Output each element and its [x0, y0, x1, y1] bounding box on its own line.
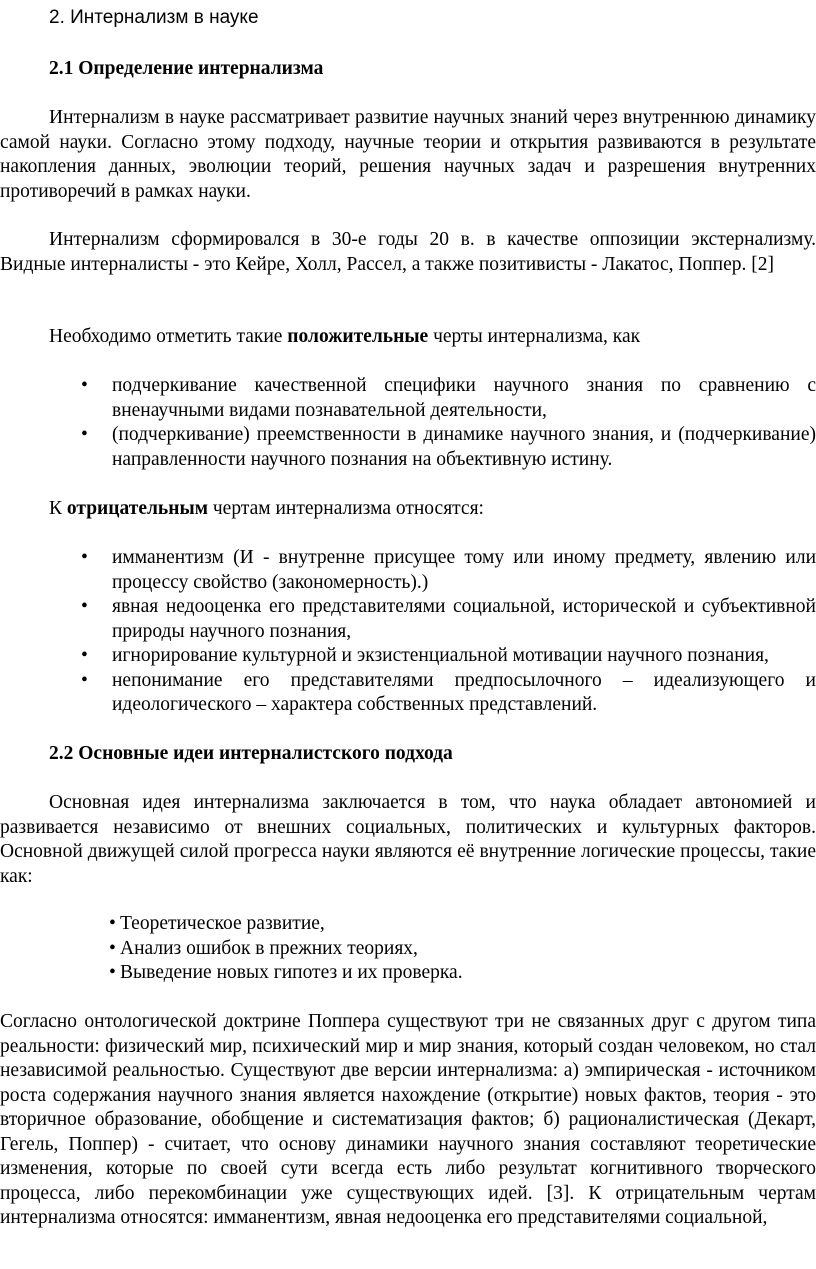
bullet-icon: • — [109, 962, 116, 983]
list-item: • Выведение новых гипотез и их проверка. — [0, 961, 463, 986]
section-1-paragraph-1: Интернализм в науке рассматривает развитие научных знаний через внутреннюю динамику самой науки. Согласно этому подходу, научные теории и открытия развиваются в результате накопления данных, эволюции теорий, решения научных задач и разрешения внутренних противоречий в рамках науки. — [0, 107, 816, 202]
section-2-heading: 2.2 Основные идеи интерналистского подхода — [49, 743, 453, 764]
section-1-paragraph-2: Интернализм сформировался в 30-е годы 20 в. в качестве оппозиции экстернализму. Видные интерналисты - это Кейре, Холл, Рассел, а также позитивисты - Лакатос, Поппер. [2] — [0, 229, 816, 275]
list-item: • Анализ ошибок в прежних теориях, — [0, 937, 463, 962]
negative-traits-intro — [49, 497, 484, 522]
logic-processes-list — [0, 912, 463, 986]
positive-intro-bold: положительные — [287, 326, 429, 347]
list-item: • подчеркивание качественной специфики научного знания по сравнению с вненаучными видами познавательной деятельности, — [81, 375, 816, 421]
positive-traits-list — [0, 374, 816, 472]
list-item: • (подчеркивание) преемственности в динамике научного знания, и (подчеркивание) направленности научного познания на объективную истину. — [81, 424, 816, 470]
positive-traits-intro — [49, 325, 640, 350]
bullet-icon: • — [109, 913, 116, 934]
list-item: • Теоретическое развитие, — [0, 912, 463, 937]
list-item: • непонимание его представителями предпосылочного – идеализующего и идеологического – характера собственных представлений. — [81, 669, 816, 715]
negative-intro-bold: отрицательным — [66, 498, 208, 519]
negative-intro-after: чертам интернализма относятся: — [208, 498, 484, 519]
list-item: • имманентизм (И - внутренне присущее тому или иному предмету, явлению или процессу свойство (закономерность).) — [81, 547, 816, 593]
bullet-icon: • — [81, 375, 88, 396]
bullet-icon: • — [81, 424, 88, 445]
bullet-icon: • — [81, 645, 88, 666]
negative-traits-list — [0, 546, 816, 718]
bullet-icon: • — [109, 937, 116, 959]
bullet-icon: • — [81, 669, 88, 691]
section-2-paragraph-1: Основная идея интернализма заключается в том, что наука обладает автономией и развивается независимо от внешних социальных, политических и культурных факторов. Основной движущей силой прогресса науки являются её внутренние логические процессы, такие как: — [0, 792, 816, 887]
list-item: • игнорирование культурной и экзистенциальной мотивации научного познания, — [0, 644, 816, 669]
bullet-icon: • — [81, 596, 88, 617]
list-item: • явная недооценка его представителями социальной, исторической и субъективной природы научного познания, — [81, 596, 816, 642]
positive-intro-before: Необходимо отметить такие — [49, 326, 288, 347]
section-1-heading: 2.1 Определение интернализма — [49, 58, 324, 79]
chapter-title: 2. Интернализм в науке — [49, 7, 259, 28]
positive-intro-after: черты интернализма, как — [428, 326, 641, 347]
negative-intro-before: К — [49, 498, 67, 519]
section-2-paragraph-2: Согласно онтологической доктрине Поппера существуют три не связанных друг с другом типа реальности: физический мир, психический мир и мир знания, который создан человеком, но стал независимой реальностью. Существуют две версии интернализма: а) эмпирическая - источником роста содержания научного знания является нахождение (открытие) новых фактов, теория - это вторичное образование, обобщение и систематизация фактов; б) рационалистическая (Декарт, Гегель, Поппер) - считает, что основу динамики научного знания составляют теоретические изменения, которые по своей сути всегда есть либо результат когнитивного творческого процесса, либо перекомбинации уже существующих идей. [3]. К отрицательным чертам интернализма относятся: имманентизм, явная недооценка его представителями социальной, — [0, 1011, 816, 1228]
bullet-icon: • — [81, 547, 88, 568]
